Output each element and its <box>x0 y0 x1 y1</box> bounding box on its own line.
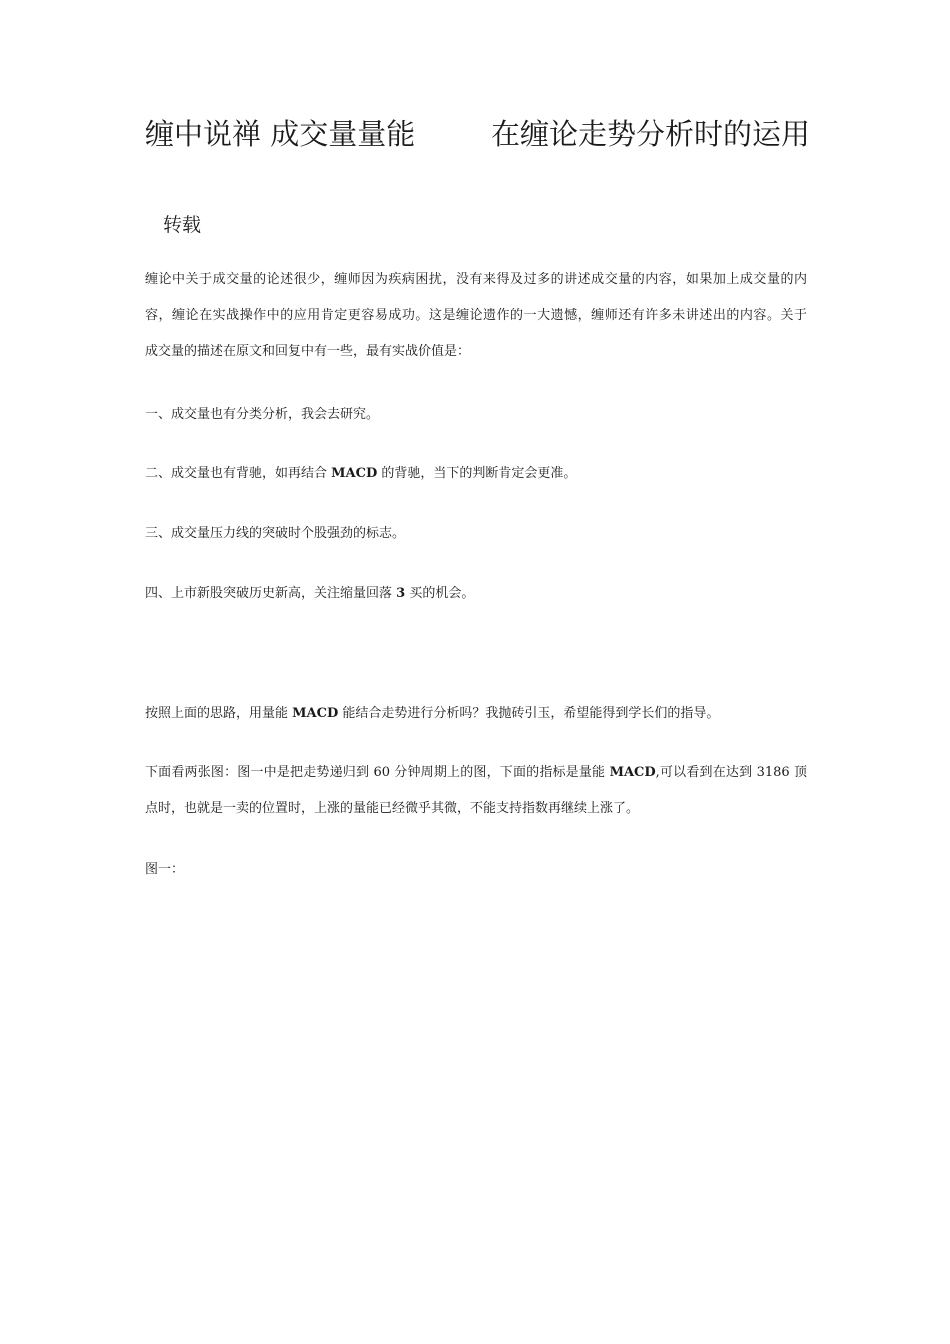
intro-line-2: 容，缠论在实战操作中的应用肯定更容易成功。这是缠论遗作的一大遗憾，缠师还有许多未讲述出的内容。关于 <box>145 308 807 323</box>
figure-description-paragraph <box>145 755 807 827</box>
list-item-2 <box>145 456 807 492</box>
document-title <box>145 112 810 152</box>
question-paragraph <box>145 696 807 732</box>
list-item-2-post: 的背驰，当下的判断肯定会更准。 <box>377 466 577 481</box>
list-item-4-pre: 四、上市新股突破历史新高，关注缩量回落 <box>145 586 397 601</box>
figure-desc-pre: 下面看两张图：图一中是把走势递归到 60 分钟周期上的图，下面的指标是量能 <box>145 765 610 780</box>
intro-line-1: 缠论中关于成交量的论述很少，缠师因为疾病困扰，没有来得及过多的讲述成交量的内容，如果加上成交量的内 <box>145 272 807 287</box>
list-item-4-post: 买的机会。 <box>405 586 475 601</box>
list-item-3-text: 三、成交量压力线的突破时个股强劲的标志。 <box>145 526 406 541</box>
figure-desc-bold: MACD <box>609 765 656 780</box>
question-bold: MACD <box>292 706 339 721</box>
figure-label: 图一： <box>145 862 185 877</box>
figure-label-paragraph <box>145 852 807 888</box>
question-pre: 按照上面的思路，用量能 <box>145 706 293 721</box>
reprint-label: 转载 <box>163 214 202 236</box>
list-item-2-pre: 二、成交量也有背驰，如再结合 <box>145 466 332 481</box>
list-item-3 <box>145 516 807 552</box>
list-item-1-text: 一、成交量也有分类分析，我会去研究。 <box>145 407 380 422</box>
title-left: 缠中说禅 成交量量能 <box>145 117 416 151</box>
list-item-4 <box>145 576 807 612</box>
question-post: 能结合走势进行分析吗？我抛砖引玉，希望能得到学长们的指导。 <box>338 706 720 721</box>
title-right: 在缠论走势分析时的运用 <box>490 117 810 151</box>
list-item-4-bold: 3 <box>396 586 406 601</box>
figure-desc-line-2: 点时，也就是一卖的位置时，上涨的量能已经微乎其微，不能支持指数再继续上涨了。 <box>145 801 640 816</box>
list-item-2-bold: MACD <box>331 466 378 481</box>
intro-paragraph <box>145 262 807 370</box>
list-item-1 <box>145 397 807 433</box>
intro-line-3: 成交量的描述在原文和回复中有一些，最有实战价值是： <box>145 344 471 359</box>
figure-desc-post: ,可以看到在达到 3186 顶 <box>655 765 807 780</box>
